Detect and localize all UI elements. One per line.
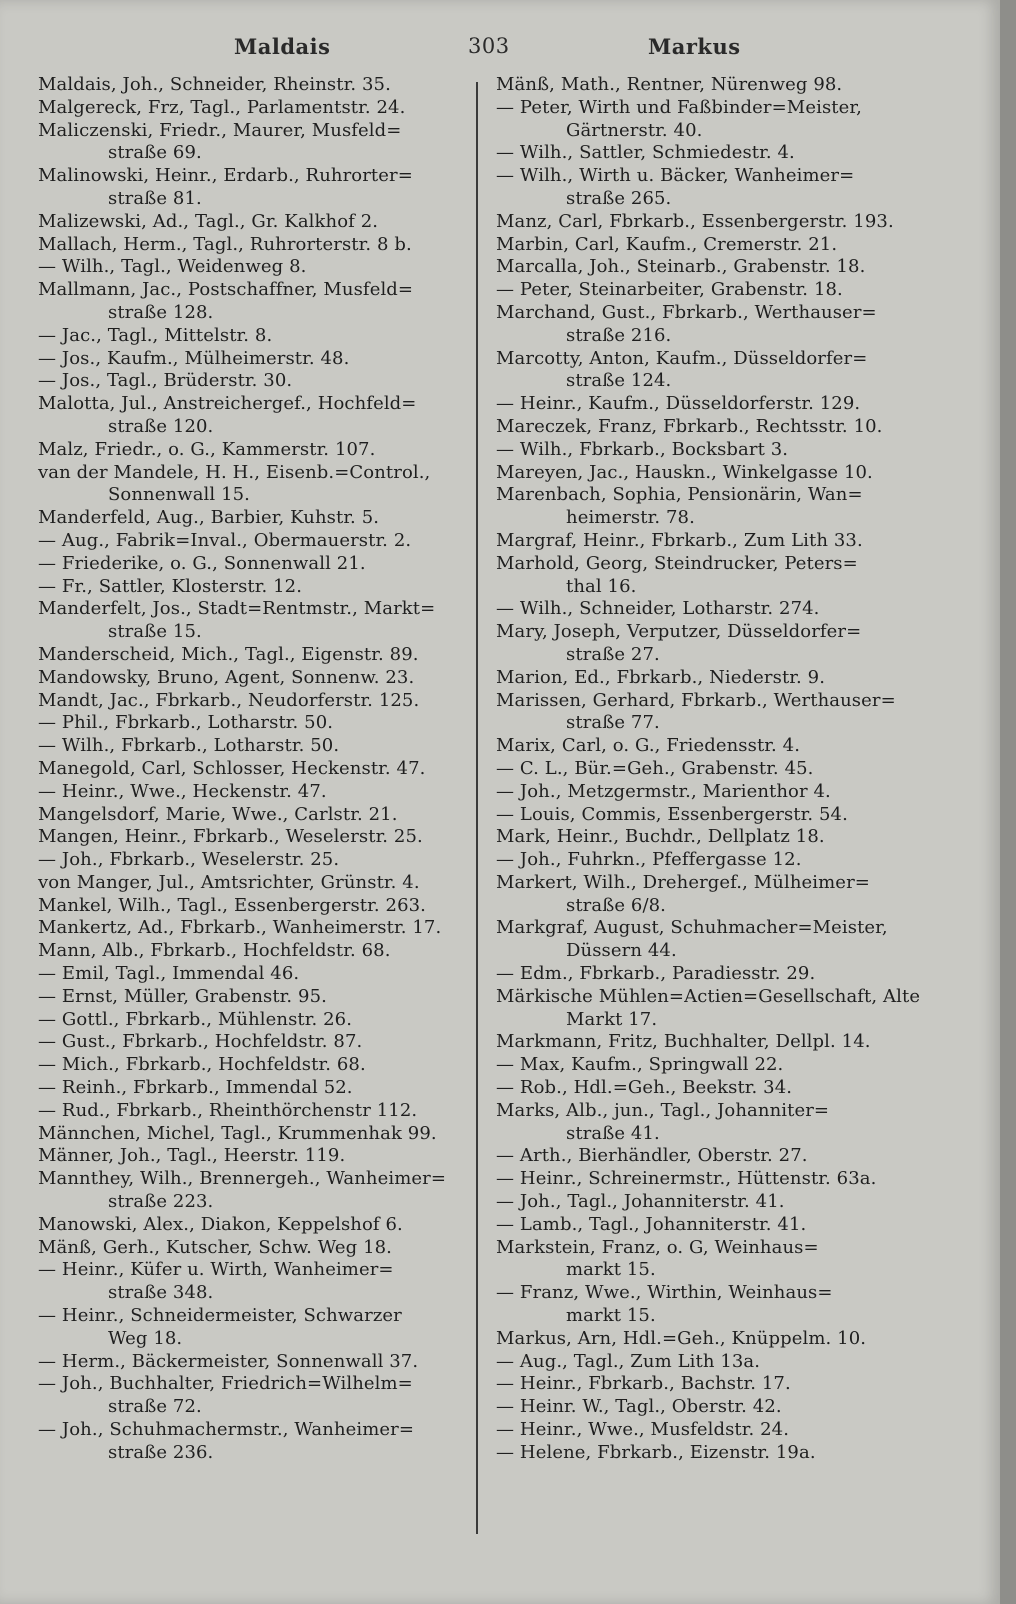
entry-line: Mallach, Herm., Tagl., Ruhrorterstr. 8 b. — [38, 233, 412, 255]
entry-line: Marchand, Gust., Fbrkarb., Werthauser= — [496, 301, 877, 323]
directory-entry — [38, 804, 470, 827]
entry-line: — Lamb., Tagl., Johanniterstr. 41. — [496, 1213, 807, 1235]
directory-entry — [38, 644, 470, 667]
directory-entry — [38, 1077, 470, 1100]
directory-entry — [38, 712, 470, 735]
directory-entry — [496, 1054, 930, 1077]
entry-line: — Wilh., Fbrkarb., Bocksbart 3. — [496, 438, 789, 460]
entry-continuation: straße 69. — [108, 142, 202, 164]
directory-entry — [38, 1373, 470, 1419]
entry-line: — Gottl., Fbrkarb., Mühlenstr. 26. — [38, 1008, 353, 1030]
directory-entry — [38, 690, 470, 713]
entry-continuation: Sonnenwall 15. — [108, 484, 250, 506]
entry-line: Manderfelt, Jos., Stadt=Rentmstr., Markt= — [38, 598, 436, 620]
directory-entry — [38, 1214, 470, 1237]
entry-line: — Wilh., Fbrkarb., Lotharstr. 50. — [38, 735, 340, 757]
directory-entry — [496, 302, 930, 348]
entry-line: Malinowski, Heinr., Erdarb., Ruhrorter= — [38, 165, 413, 187]
directory-entry — [496, 416, 930, 439]
directory-entry — [496, 917, 930, 963]
directory-entry — [38, 849, 470, 872]
directory-entry — [496, 1442, 930, 1465]
directory-entry — [38, 507, 470, 530]
entry-continuation: straße 120. — [108, 415, 214, 437]
directory-entry — [38, 97, 470, 120]
entry-line: — Mich., Fbrkarb., Hochfeldstr. 68. — [38, 1054, 366, 1076]
entry-line: Margraf, Heinr., Fbrkarb., Zum Lith 33. — [496, 529, 863, 551]
entry-line: — Jac., Tagl., Mittelstr. 8. — [38, 324, 273, 346]
entry-line: von Manger, Jul., Amtsrichter, Grünstr. 4. — [38, 871, 420, 893]
entry-line: — Joh., Metzgermstr., Marienthor 4. — [496, 780, 831, 802]
entry-line: — Peter, Steinarbeiter, Grabenstr. 18. — [496, 279, 843, 301]
entry-line: — Aug., Fabrik=Inval., Obermauerstr. 2. — [38, 529, 412, 551]
entry-line: — Emil, Tagl., Immendal 46. — [38, 963, 300, 985]
directory-entry — [38, 917, 470, 940]
left-column — [38, 74, 470, 1465]
entry-line: — Ernst, Müller, Grabenstr. 95. — [38, 985, 327, 1007]
entry-line: Mänß, Gerh., Kutscher, Schw. Weg 18. — [38, 1236, 393, 1258]
directory-entry — [38, 1419, 470, 1465]
entry-line: — Rob., Hdl.=Geh., Beekstr. 34. — [496, 1077, 793, 1099]
directory-entry — [38, 1009, 470, 1032]
entry-line: Mallmann, Jac., Postschaffner, Musfeld= — [38, 279, 414, 301]
entry-line: — Arth., Bierhändler, Oberstr. 27. — [496, 1145, 808, 1167]
entry-line: Mankertz, Ad., Fbrkarb., Wanheimerstr. 17. — [38, 917, 442, 939]
directory-entry — [38, 1100, 470, 1123]
entry-continuation: straße 265. — [566, 187, 672, 209]
entry-line: — Helene, Fbrkarb., Eizenstr. 19a. — [496, 1441, 816, 1463]
entry-line: — Gust., Fbrkarb., Hochfeldstr. 87. — [38, 1031, 363, 1053]
directory-entry — [38, 1351, 470, 1374]
directory-entry — [38, 325, 470, 348]
directory-entry — [496, 781, 930, 804]
entry-line: Markus, Arn, Hdl.=Geh., Knüppelm. 10. — [496, 1327, 867, 1349]
entry-continuation: Gärtnerstr. 40. — [566, 119, 703, 141]
entry-continuation: straße 216. — [566, 324, 672, 346]
directory-entry — [496, 484, 930, 530]
entry-line: Mangen, Heinr., Fbrkarb., Weselerstr. 25. — [38, 826, 423, 848]
directory-entry — [38, 1237, 470, 1260]
entry-line: Manowski, Alex., Diakon, Keppelshof 6. — [38, 1213, 403, 1235]
directory-entry — [496, 1214, 930, 1237]
entry-line: — Heinr., Küfer u. Wirth, Wanheimer= — [38, 1259, 394, 1281]
directory-entry — [496, 667, 930, 690]
entry-line: Mänß, Math., Rentner, Nürenweg 98. — [496, 74, 843, 95]
entry-continuation: straße 72. — [108, 1396, 202, 1418]
right-column — [496, 74, 930, 1465]
header-left-keyword: Maldais — [234, 34, 331, 59]
entry-line: — Heinr., Wwe., Musfeldstr. 24. — [496, 1419, 790, 1441]
directory-entry — [38, 234, 470, 257]
directory-entry — [496, 1100, 930, 1146]
entry-line: — Heinr., Fbrkarb., Bachstr. 17. — [496, 1373, 791, 1395]
column-divider — [476, 82, 478, 1534]
directory-entry — [38, 1259, 470, 1305]
entry-line: Mann, Alb., Fbrkarb., Hochfeldstr. 68. — [38, 940, 391, 962]
page-header — [0, 34, 1000, 64]
entry-continuation: Düssern 44. — [566, 940, 677, 962]
entry-line: Marix, Carl, o. G., Friedensstr. 4. — [496, 735, 801, 757]
entry-line: Marissen, Gerhard, Fbrkarb., Werthauser= — [496, 689, 896, 711]
entry-line: Markgraf, August, Schuhmacher=Meister, — [496, 917, 888, 939]
directory-entry — [496, 97, 930, 143]
directory-entry — [496, 804, 930, 827]
directory-entry — [496, 826, 930, 849]
directory-entry — [38, 370, 470, 393]
header-right-keyword: Markus — [648, 34, 741, 59]
directory-entry — [38, 165, 470, 211]
entry-line: — Joh., Tagl., Johanniterstr. 41. — [496, 1191, 785, 1213]
entry-continuation: straße 128. — [108, 301, 214, 323]
directory-entry — [38, 963, 470, 986]
entry-continuation: straße 81. — [108, 187, 202, 209]
directory-entry — [38, 872, 470, 895]
entry-line: Marhold, Georg, Steindrucker, Peters= — [496, 552, 858, 574]
directory-entry — [38, 393, 470, 439]
entry-line: — Heinr., Schneidermeister, Schwarzer — [38, 1305, 402, 1327]
directory-entry — [38, 256, 470, 279]
entry-line: Manz, Carl, Fbrkarb., Essenbergerstr. 193. — [496, 210, 894, 232]
directory-entry — [496, 530, 930, 553]
entry-line: Mangelsdorf, Marie, Wwe., Carlstr. 21. — [38, 803, 398, 825]
directory-entry — [496, 1191, 930, 1214]
entry-line: Marenbach, Sophia, Pensionärin, Wan= — [496, 484, 863, 506]
directory-entry — [496, 598, 930, 621]
entry-line: — Rud., Fbrkarb., Rheinthörchenstr 112. — [38, 1099, 418, 1121]
entry-line: Manderscheid, Mich., Tagl., Eigenstr. 89. — [38, 643, 419, 665]
directory-entry — [38, 1168, 470, 1214]
entry-line: — Joh., Fbrkarb., Weselerstr. 25. — [38, 849, 340, 871]
entry-line: — Franz, Wwe., Wirthin, Weinhaus= — [496, 1282, 833, 1304]
entry-line: — C. L., Bür.=Geh., Grabenstr. 45. — [496, 757, 814, 779]
entry-continuation: Markt 17. — [566, 1008, 658, 1030]
directory-entry — [496, 872, 930, 918]
entry-continuation: straße 236. — [108, 1441, 214, 1463]
entry-line: Mareczek, Franz, Fbrkarb., Rechtsstr. 10. — [496, 415, 883, 437]
entry-line: — Joh., Fuhrkn., Pfeffergasse 12. — [496, 849, 802, 871]
entry-line: — Joh., Buchhalter, Friedrich=Wilhelm= — [38, 1373, 413, 1395]
directory-entry — [496, 256, 930, 279]
entry-continuation: straße 41. — [566, 1122, 660, 1144]
entry-line: Mark, Heinr., Buchdr., Dellplatz 18. — [496, 826, 825, 848]
entry-line: — Heinr. W., Tagl., Oberstr. 42. — [496, 1396, 782, 1418]
directory-entry — [496, 1282, 930, 1328]
directory-entry — [496, 1328, 930, 1351]
entry-line: — Aug., Tagl., Zum Lith 13a. — [496, 1350, 761, 1372]
entry-line: — Phil., Fbrkarb., Lotharstr. 50. — [38, 712, 334, 734]
directory-entry — [496, 986, 930, 1032]
entry-line: — Max, Kaufm., Springwall 22. — [496, 1054, 784, 1076]
directory-entry — [496, 165, 930, 211]
entry-line: Mary, Joseph, Verputzer, Düsseldorfer= — [496, 621, 862, 643]
directory-entry — [496, 1373, 930, 1396]
entry-line: Marbin, Carl, Kaufm., Cremerstr. 21. — [496, 233, 838, 255]
entry-line: Manderfeld, Aug., Barbier, Kuhstr. 5. — [38, 507, 380, 529]
directory-entry — [38, 348, 470, 371]
entry-line: — Edm., Fbrkarb., Paradiesstr. 29. — [496, 963, 816, 985]
directory-entry — [496, 1237, 930, 1283]
directory-entry — [496, 142, 930, 165]
entry-line: Mannthey, Wilh., Brennergeh., Wanheimer= — [38, 1168, 447, 1190]
entry-line: Mareyen, Jac., Hauskn., Winkelgasse 10. — [496, 461, 873, 483]
entry-continuation: straße 6/8. — [566, 894, 666, 916]
entry-line: — Heinr., Schreinermstr., Hüttenstr. 63a. — [496, 1168, 877, 1190]
entry-line: — Wilh., Sattler, Schmiedestr. 4. — [496, 142, 795, 164]
directory-entry — [38, 986, 470, 1009]
entry-continuation: Weg 18. — [108, 1327, 183, 1349]
directory-entry — [38, 826, 470, 849]
entry-line: Märkische Mühlen=Actien=Gesellschaft, Alte — [496, 985, 921, 1007]
directory-entry — [38, 667, 470, 690]
entry-line: Marcalla, Joh., Steinarb., Grabenstr. 18. — [496, 256, 866, 278]
entry-continuation: markt 15. — [566, 1305, 656, 1327]
directory-entry — [496, 348, 930, 394]
directory-entry — [496, 462, 930, 485]
directory-entry — [496, 1031, 930, 1054]
directory-entry — [496, 690, 930, 736]
entry-line: — Heinr., Kaufm., Düsseldorferstr. 129. — [496, 393, 861, 415]
entry-line: — Reinh., Fbrkarb., Immendal 52. — [38, 1077, 353, 1099]
directory-entry — [38, 1054, 470, 1077]
entry-line: Männer, Joh., Tagl., Heerstr. 119. — [38, 1145, 346, 1167]
directory-entry — [38, 758, 470, 781]
entry-line: — Louis, Commis, Essenbergerstr. 54. — [496, 803, 848, 825]
directory-entry — [38, 1123, 470, 1146]
entry-continuation: straße 124. — [566, 370, 672, 392]
entry-line: Maliczenski, Friedr., Maurer, Musfeld= — [38, 119, 402, 141]
entry-line: van der Mandele, H. H., Eisenb.=Control., — [38, 461, 431, 483]
directory-entry — [496, 553, 930, 599]
directory-entry — [38, 530, 470, 553]
entry-line: Marion, Ed., Fbrkarb., Niederstr. 9. — [496, 666, 826, 688]
directory-entry — [38, 462, 470, 508]
entry-line: — Jos., Kaufm., Mülheimerstr. 48. — [38, 347, 350, 369]
entry-continuation: straße 77. — [566, 712, 660, 734]
directory-entry — [38, 439, 470, 462]
directory-entry — [38, 895, 470, 918]
directory-entry — [38, 598, 470, 644]
directory-entry — [496, 849, 930, 872]
entry-line: Markert, Wilh., Drehergef., Mülheimer= — [496, 871, 870, 893]
directory-entry — [38, 1031, 470, 1054]
directory-entry — [38, 1145, 470, 1168]
entry-line: Malgereck, Frz, Tagl., Parlamentstr. 24. — [38, 96, 406, 118]
entry-line: Maldais, Joh., Schneider, Rheinstr. 35. — [38, 74, 391, 95]
entry-line: Mankel, Wilh., Tagl., Essenbergerstr. 263. — [38, 894, 426, 916]
entry-line: Malotta, Jul., Anstreichergef., Hochfeld= — [38, 393, 417, 415]
directory-entry — [496, 1396, 930, 1419]
directory-entry — [496, 758, 930, 781]
directory-entry — [38, 553, 470, 576]
entry-line: Malizewski, Ad., Tagl., Gr. Kalkhof 2. — [38, 210, 379, 232]
entry-continuation: straße 348. — [108, 1282, 214, 1304]
directory-entry — [38, 279, 470, 325]
directory-entry — [38, 576, 470, 599]
directory-entry — [496, 74, 930, 97]
directory-entry — [496, 1145, 930, 1168]
directory-entry — [38, 74, 470, 97]
directory-entry — [496, 1419, 930, 1442]
entry-line: Marks, Alb., jun., Tagl., Johanniter= — [496, 1099, 830, 1121]
entry-line: Männchen, Michel, Tagl., Krummenhak 99. — [38, 1122, 437, 1144]
entry-continuation: markt 15. — [566, 1259, 656, 1281]
entry-line: Manegold, Carl, Schlosser, Heckenstr. 47. — [38, 757, 426, 779]
entry-line: — Wilh., Schneider, Lotharstr. 274. — [496, 598, 820, 620]
entry-line: Markmann, Fritz, Buchhalter, Dellpl. 14. — [496, 1031, 871, 1053]
entry-line: — Friederike, o. G., Sonnenwall 21. — [38, 552, 366, 574]
entry-line: Marcotty, Anton, Kaufm., Düsseldorfer= — [496, 347, 868, 369]
directory-entry — [496, 439, 930, 462]
directory-entry — [496, 1077, 930, 1100]
directory-entry — [38, 940, 470, 963]
directory-entry — [496, 1168, 930, 1191]
entry-line: — Joh., Schuhmachermstr., Wanheimer= — [38, 1419, 415, 1441]
directory-entry — [496, 234, 930, 257]
entry-line: Markstein, Franz, o. G, Weinhaus= — [496, 1236, 819, 1258]
entry-line: — Herm., Bäckermeister, Sonnenwall 37. — [38, 1350, 419, 1372]
directory-entry — [496, 393, 930, 416]
entry-line: Mandowsky, Bruno, Agent, Sonnenw. 23. — [38, 666, 415, 688]
directory-entry — [496, 1351, 930, 1374]
directory-entry — [38, 735, 470, 758]
entry-line: — Wilh., Wirth u. Bäcker, Wanheimer= — [496, 165, 855, 187]
entry-continuation: straße 15. — [108, 621, 202, 643]
entry-line: — Peter, Wirth und Faßbinder=Meister, — [496, 96, 862, 118]
entry-line: — Wilh., Tagl., Weidenweg 8. — [38, 256, 307, 278]
entry-line: — Jos., Tagl., Brüderstr. 30. — [38, 370, 293, 392]
directory-entry — [38, 1305, 470, 1351]
directory-entry — [496, 211, 930, 234]
directory-entry — [38, 120, 470, 166]
entry-line: Mandt, Jac., Fbrkarb., Neudorferstr. 125. — [38, 689, 420, 711]
directory-entry — [496, 735, 930, 758]
entry-continuation: thal 16. — [566, 575, 637, 597]
directory-entry — [38, 211, 470, 234]
directory-entry — [496, 279, 930, 302]
page-number: 303 — [468, 34, 510, 58]
entry-continuation: straße 223. — [108, 1191, 214, 1213]
directory-entry — [496, 963, 930, 986]
entry-line: — Fr., Sattler, Klosterstr. 12. — [38, 575, 303, 597]
directory-entry — [38, 781, 470, 804]
entry-continuation: straße 27. — [566, 643, 660, 665]
entry-line: Malz, Friedr., o. G., Kammerstr. 107. — [38, 438, 376, 460]
entry-continuation: heimerstr. 78. — [566, 507, 695, 529]
entry-line: — Heinr., Wwe., Heckenstr. 47. — [38, 780, 327, 802]
directory-entry — [496, 621, 930, 667]
